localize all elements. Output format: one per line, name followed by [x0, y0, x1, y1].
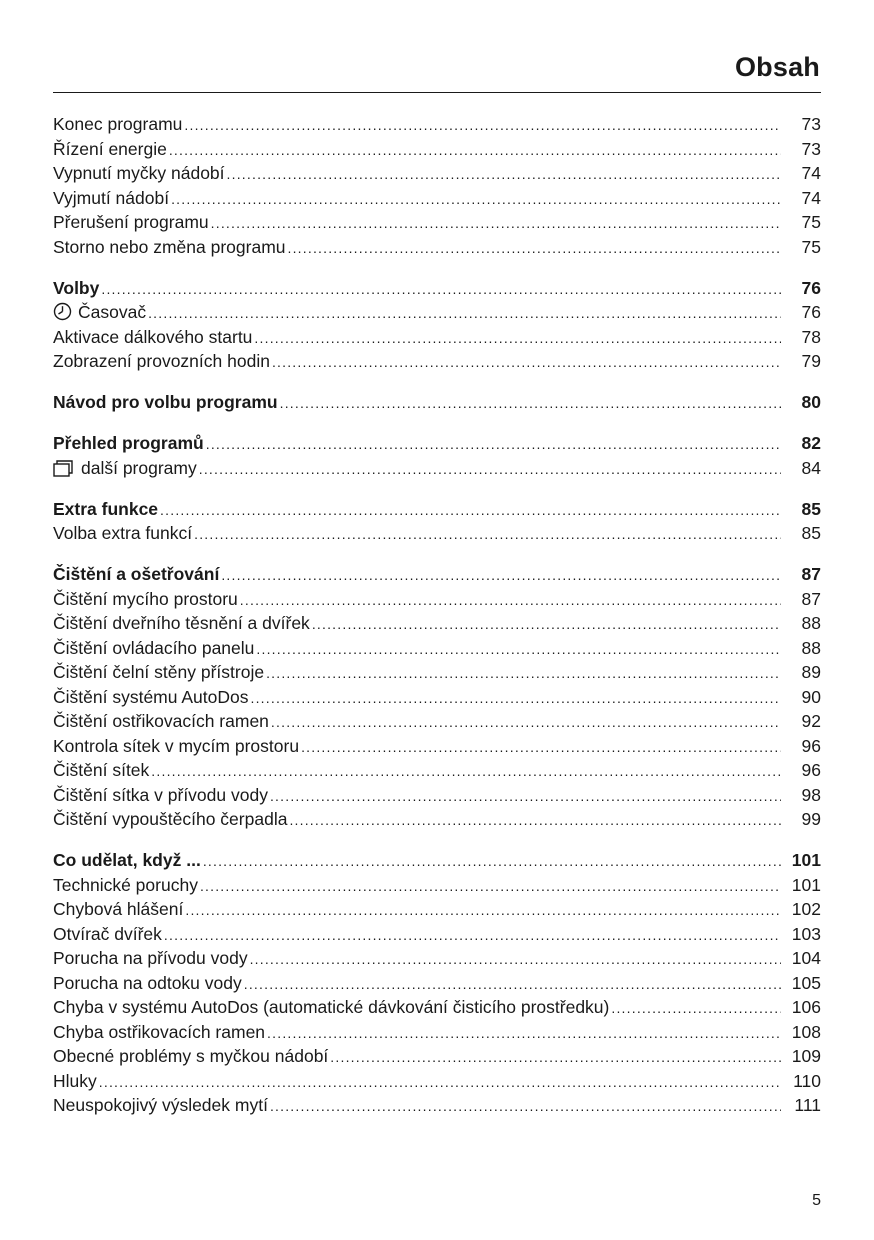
- toc-entry-page: 75: [801, 212, 821, 232]
- dot-leader: [244, 976, 781, 992]
- toc-entry-label: [53, 785, 268, 806]
- toc-entry-label: [53, 997, 609, 1018]
- toc-heading[interactable]: [53, 433, 821, 458]
- dot-leader: [254, 330, 781, 346]
- dot-leader: [256, 641, 781, 657]
- toc-entry-page: 75: [801, 236, 821, 257]
- dot-leader: [251, 690, 782, 706]
- dot-leader: [148, 305, 781, 321]
- toc-entry[interactable]: [53, 188, 821, 213]
- table-of-contents: [53, 114, 821, 1120]
- toc-entry-page: 85: [801, 523, 821, 543]
- toc-entry-page: 92: [801, 711, 821, 731]
- toc-entry[interactable]: [53, 687, 821, 712]
- toc-entry-page: 79: [801, 351, 821, 371]
- toc-entry-label: [53, 1022, 265, 1043]
- toc-heading[interactable]: [53, 850, 821, 875]
- toc-entry-label: [53, 212, 209, 233]
- toc-entry-text: Čištění dveřního těsnění a dvířek: [53, 613, 310, 633]
- toc-entry-label: [53, 736, 299, 757]
- toc-entry-label: [53, 237, 286, 258]
- dot-leader: [164, 927, 781, 943]
- toc-entry-page: 104: [791, 948, 821, 968]
- toc-entry-page: 89: [801, 662, 821, 682]
- dot-leader: [171, 191, 781, 207]
- toc-entry-text: další programy: [81, 457, 197, 478]
- toc-entry-text: Čištění ostřikovacích ramen: [53, 711, 269, 731]
- toc-entry-label: [53, 589, 238, 610]
- toc-entry[interactable]: [53, 458, 821, 483]
- toc-entry-text: Otvírač dvířek: [53, 923, 162, 944]
- toc-entry-label: [53, 948, 248, 969]
- toc-entry[interactable]: [53, 785, 821, 810]
- toc-entry-text: Storno nebo změna programu: [53, 236, 286, 257]
- toc-entry-page: 78: [801, 326, 821, 347]
- toc-entry-text: Neuspokojivý výsledek mytí: [53, 1095, 268, 1115]
- toc-entry-text: Hluky: [53, 1070, 97, 1091]
- toc-entry-page: 73: [801, 114, 821, 134]
- toc-entry-label: [53, 899, 183, 920]
- toc-entry[interactable]: [53, 327, 821, 352]
- toc-entry-label: [53, 458, 197, 482]
- toc-entry-page: 108: [791, 1021, 821, 1042]
- toc-entry-text: Čištění sítka v přívodu vody: [53, 784, 268, 805]
- toc-entry[interactable]: [53, 736, 821, 761]
- toc-entry[interactable]: [53, 1022, 821, 1047]
- dot-leader: [271, 714, 781, 730]
- toc-entry[interactable]: [53, 163, 821, 188]
- dot-leader: [301, 739, 781, 755]
- toc-entry-text: Čištění ovládacího panelu: [53, 637, 255, 658]
- toc-entry-page: 87: [801, 564, 821, 584]
- dot-leader: [99, 1074, 781, 1090]
- toc-entry-text: Přerušení programu: [53, 212, 209, 232]
- toc-entry-label: [53, 302, 146, 326]
- dot-leader: [312, 616, 781, 632]
- toc-entry-page: 84: [801, 457, 821, 478]
- toc-entry-label: [53, 613, 310, 634]
- toc-entry[interactable]: [53, 237, 821, 262]
- toc-heading[interactable]: [53, 499, 821, 524]
- toc-entry-text: Aktivace dálkového startu: [53, 326, 253, 347]
- toc-entry-label: [53, 163, 225, 184]
- clock-icon: [53, 302, 72, 326]
- toc-entry-page: 76: [801, 302, 821, 322]
- dot-leader: [169, 142, 781, 158]
- toc-entry-text: Čištění sítek: [53, 760, 150, 780]
- toc-entry-label: [53, 924, 162, 945]
- toc-entry-page: 88: [801, 637, 821, 658]
- dot-leader: [270, 788, 781, 804]
- page-number: 5: [812, 1192, 821, 1209]
- toc-entry[interactable]: [53, 711, 821, 736]
- toc-entry-text: Čištění systému AutoDos: [53, 686, 249, 707]
- toc-entry-text: Technické poruchy: [53, 874, 198, 895]
- toc-entry[interactable]: [53, 212, 821, 237]
- toc-entry-page: 111: [794, 1095, 821, 1115]
- dot-leader: [184, 117, 781, 133]
- toc-entry-text: Čištění a ošetřování: [53, 564, 220, 584]
- toc-entry-text: Zobrazení provozních hodin: [53, 351, 270, 371]
- toc-entry[interactable]: [53, 662, 821, 687]
- toc-entry[interactable]: [53, 589, 821, 614]
- toc-entry-label: [53, 809, 287, 830]
- toc-heading[interactable]: [53, 278, 821, 303]
- toc-entry-text: Vypnutí myčky nádobí: [53, 163, 225, 183]
- dot-leader: [250, 951, 781, 967]
- toc-entry-text: Co udělat, když ...: [53, 850, 201, 870]
- toc-entry[interactable]: [53, 613, 821, 638]
- toc-entry-page: 105: [791, 972, 821, 993]
- toc-entry[interactable]: [53, 139, 821, 164]
- toc-entry-page: 106: [791, 997, 821, 1017]
- toc-entry-label: [53, 662, 264, 683]
- dot-leader: [270, 1098, 781, 1114]
- toc-entry[interactable]: [53, 760, 821, 785]
- toc-entry-label: [53, 499, 158, 520]
- toc-entry-page: 74: [801, 163, 821, 183]
- toc-entry-label: [53, 392, 278, 413]
- toc-entry-page: 102: [791, 899, 821, 919]
- toc-entry-page: 73: [801, 138, 821, 159]
- toc-entry[interactable]: [53, 809, 821, 834]
- toc-entry[interactable]: [53, 114, 821, 139]
- dot-leader: [206, 436, 781, 452]
- dot-leader: [280, 395, 781, 411]
- toc-entry-page: 101: [791, 850, 821, 870]
- toc-entry-label: [53, 1046, 328, 1067]
- toc-entry-page: 80: [801, 392, 821, 412]
- toc-entry-page: 96: [801, 760, 821, 780]
- toc-entry-page: 85: [801, 498, 821, 519]
- dot-leader: [200, 878, 781, 894]
- dot-leader: [330, 1049, 781, 1065]
- toc-entry-label: [53, 351, 270, 372]
- toc-entry-page: 110: [793, 1070, 821, 1091]
- dot-leader: [272, 354, 781, 370]
- toc-entry-text: Čištění čelní stěny přístroje: [53, 662, 265, 682]
- toc-entry-label: [53, 1095, 268, 1116]
- toc-entry-page: 98: [801, 784, 821, 805]
- toc-entry[interactable]: [53, 523, 821, 548]
- toc-entry-page: 88: [801, 613, 821, 633]
- toc-entry-page: 99: [801, 809, 821, 829]
- toc-entry-label: [53, 1071, 97, 1092]
- dot-leader: [101, 281, 781, 297]
- toc-entry-text: Kontrola sítek v mycím prostoru: [53, 735, 300, 756]
- toc-entry-label: [53, 523, 192, 544]
- toc-entry[interactable]: [53, 899, 821, 924]
- toc-entry-label: [53, 760, 149, 781]
- toc-entry-label: [53, 638, 254, 659]
- toc-entry-page: 103: [791, 923, 821, 944]
- toc-entry-text: Časovač: [78, 302, 147, 322]
- toc-entry[interactable]: [53, 1046, 821, 1071]
- page-title: Obsah: [734, 52, 820, 82]
- title-divider: [53, 92, 821, 93]
- dot-leader: [611, 1000, 781, 1016]
- toc-entry[interactable]: [53, 638, 821, 663]
- toc-entry[interactable]: [53, 302, 821, 327]
- toc-entry-label: [53, 327, 252, 348]
- dot-leader: [227, 166, 781, 182]
- toc-entry-label: [53, 278, 99, 299]
- toc-entry[interactable]: [53, 1095, 821, 1120]
- toc-entry-text: Volba extra funkcí: [53, 523, 193, 543]
- toc-entry-text: Čištění vypouštěcího čerpadla: [53, 809, 288, 829]
- dot-leader: [199, 461, 781, 477]
- toc-entry-label: [53, 875, 198, 896]
- toc-entry-page: 96: [801, 735, 821, 756]
- dot-leader: [266, 665, 781, 681]
- toc-entry-page: 87: [801, 588, 821, 609]
- toc-entry-label: [53, 850, 201, 871]
- toc-entry-text: Chybová hlášení: [53, 899, 184, 919]
- dot-leader: [288, 240, 782, 256]
- toc-entry-text: Extra funkce: [53, 498, 159, 519]
- toc-entry-label: [53, 687, 249, 708]
- toc-entry[interactable]: [53, 1071, 821, 1096]
- dot-leader: [185, 902, 781, 918]
- toc-entry-text: Vyjmutí nádobí: [53, 187, 170, 208]
- toc-entry-text: Porucha na přívodu vody: [53, 948, 248, 968]
- toc-entry-label: [53, 973, 242, 994]
- toc-entry-text: Čištění mycího prostoru: [53, 588, 238, 609]
- toc-entry-text: Porucha na odtoku vody: [53, 972, 242, 993]
- dot-leader: [151, 763, 781, 779]
- toc-entry-text: Přehled programů: [53, 433, 204, 453]
- toc-entry-page: 90: [801, 686, 821, 707]
- toc-entry-label: [53, 188, 169, 209]
- toc-entry[interactable]: [53, 924, 821, 949]
- toc-entry[interactable]: [53, 351, 821, 376]
- toc-entry-text: Návod pro volbu programu: [53, 392, 278, 412]
- dot-leader: [267, 1025, 781, 1041]
- dot-leader: [221, 567, 781, 583]
- toc-entry-text: Chyba v systému AutoDos (automatické dávkování čisticího prostředku): [53, 997, 610, 1017]
- toc-entry-label: [53, 711, 269, 732]
- toc-entry-text: Obecné problémy s myčkou nádobí: [53, 1046, 329, 1066]
- toc-entry-page: 101: [791, 874, 821, 895]
- toc-entry-text: Volby: [53, 277, 100, 298]
- toc-entry-page: 74: [801, 187, 821, 208]
- toc-entry-page: 109: [791, 1046, 821, 1066]
- toc-entry-text: Řízení energie: [53, 138, 167, 159]
- toc-entry[interactable]: [53, 948, 821, 973]
- toc-heading[interactable]: [53, 392, 821, 417]
- dot-leader: [203, 853, 781, 869]
- toc-entry-text: Konec programu: [53, 114, 183, 134]
- toc-entry-label: [53, 139, 167, 160]
- toc-entry-label: [53, 433, 204, 454]
- toc-heading[interactable]: [53, 564, 821, 589]
- toc-entry-page: 82: [801, 433, 821, 453]
- more-programs-icon: [53, 459, 75, 482]
- dot-leader: [211, 215, 781, 231]
- toc-entry[interactable]: [53, 973, 821, 998]
- dot-leader: [289, 812, 781, 828]
- toc-entry-label: [53, 564, 219, 585]
- toc-entry-text: Chyba ostřikovacích ramen: [53, 1021, 266, 1042]
- toc-entry-page: 76: [801, 277, 821, 298]
- toc-entry[interactable]: [53, 997, 821, 1022]
- dot-leader: [240, 592, 781, 608]
- dot-leader: [194, 526, 781, 542]
- toc-entry-label: [53, 114, 182, 135]
- dot-leader: [160, 502, 781, 518]
- toc-entry[interactable]: [53, 875, 821, 900]
